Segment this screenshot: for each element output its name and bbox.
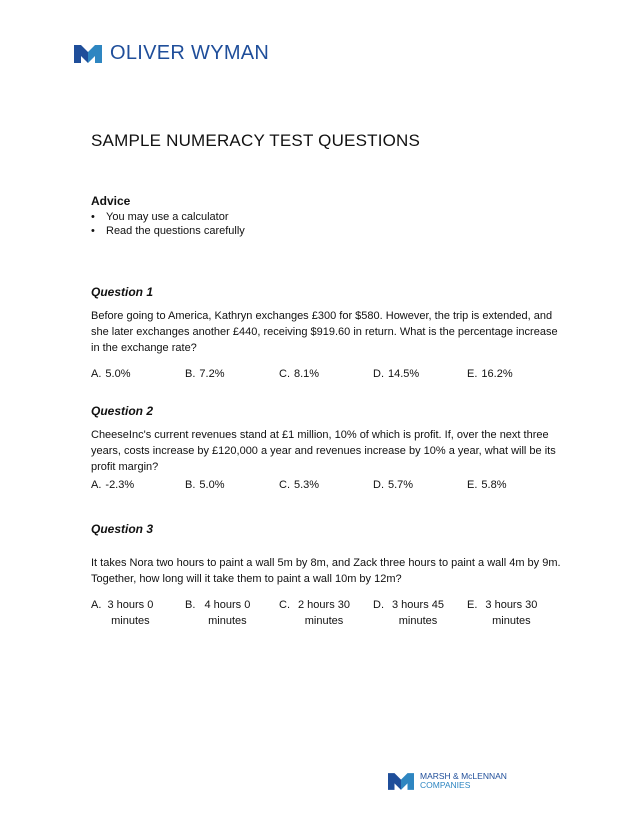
option-text: 5.0% — [105, 368, 131, 380]
option-text: 3 hours 30 minutes — [485, 599, 538, 627]
option-text: -2.3% — [105, 479, 135, 491]
option-letter: B. — [185, 599, 196, 611]
oliver-wyman-mark-icon — [74, 45, 102, 63]
option-letter: C. — [279, 368, 290, 380]
answer-option-e — [467, 366, 561, 382]
option-text: 8.1% — [294, 368, 320, 380]
footer-brand-line2: COMPANIES — [420, 780, 471, 790]
option-text: 16.2% — [481, 368, 513, 380]
answer-option-a — [91, 366, 185, 382]
footer-brand — [420, 772, 507, 790]
bullet-icon: • — [91, 225, 95, 237]
option-text: 3 hours 45 minutes — [392, 599, 444, 627]
advice-heading: Advice — [91, 194, 131, 208]
option-text: 5.7% — [388, 479, 414, 491]
option-letter: E. — [467, 368, 478, 380]
option-letter: C. — [279, 599, 290, 611]
answer-option-a — [91, 597, 185, 629]
answer-option-c — [279, 477, 373, 493]
option-text: 3 hours 0 minutes — [107, 599, 154, 627]
option-letter: B. — [185, 368, 196, 380]
answer-option-b — [185, 477, 279, 493]
advice-item — [91, 210, 245, 224]
answer-option-b — [185, 366, 279, 382]
document-title: SAMPLE NUMERACY TEST QUESTIONS — [91, 131, 421, 150]
answer-option-c — [279, 597, 373, 629]
question-3 — [91, 521, 561, 629]
answer-option-d — [373, 366, 467, 382]
answer-options — [91, 597, 561, 629]
option-letter: E. — [467, 479, 478, 491]
advice-item-text: You may use a calculator — [106, 211, 229, 223]
option-letter: B. — [185, 479, 196, 491]
option-text: 5.8% — [481, 479, 507, 491]
advice-item-text: Read the questions carefully — [106, 225, 245, 237]
advice-item — [91, 224, 245, 238]
option-text: 5.0% — [199, 479, 225, 491]
answer-option-d — [373, 477, 467, 493]
option-letter: D. — [373, 599, 384, 611]
question-1 — [91, 284, 561, 382]
option-letter: A. — [91, 368, 102, 380]
answer-option-e — [467, 477, 561, 493]
option-text: 2 hours 30 minutes — [298, 599, 350, 627]
option-letter: D. — [373, 368, 384, 380]
question-text: It takes Nora two hours to paint a wall 5m by 8m, and Zack three hours to paint a wall 4m by 9m. Together, how long will it take them to paint a wall 10m by 12m? — [91, 557, 561, 585]
question-text: CheeseInc's current revenues stand at £1 million, 10% of which is profit. If, over the next three years, costs increase by £120,000 a year and revenues increase by 10% a year, what will be its profit margin? — [91, 429, 556, 473]
option-text: 14.5% — [388, 368, 420, 380]
option-text: 5.3% — [294, 479, 320, 491]
question-text: Before going to America, Kathryn exchanges £300 for $580. However, the trip is extended, and she later exchanges another £440, receiving $919.60 in return. What is the percentage increase in the exchange rate? — [91, 310, 558, 354]
answer-option-c — [279, 366, 373, 382]
question-heading: Question 3 — [91, 522, 154, 536]
question-heading: Question 2 — [91, 404, 154, 418]
option-letter: A. — [91, 479, 102, 491]
answer-option-e — [467, 597, 561, 629]
answer-options — [91, 366, 561, 382]
answer-options — [91, 477, 561, 493]
answer-option-a — [91, 477, 185, 493]
option-text: 7.2% — [199, 368, 225, 380]
bullet-icon: • — [91, 211, 95, 223]
option-letter: D. — [373, 479, 384, 491]
option-text: 4 hours 0 minutes — [204, 599, 251, 627]
question-heading: Question 1 — [91, 285, 154, 299]
advice-section — [91, 194, 245, 238]
oliver-wyman-logo — [74, 42, 269, 65]
option-letter: C. — [279, 479, 290, 491]
marsh-mclennan-logo — [388, 772, 507, 790]
option-letter: E. — [467, 599, 478, 611]
answer-option-b — [185, 597, 279, 629]
brand-name: OLIVER WYMAN — [110, 42, 270, 64]
footer-brand-line1: MARSH & McLENNAN — [420, 771, 507, 781]
marsh-mclennan-mark-icon — [388, 773, 414, 790]
option-letter: A. — [91, 599, 102, 611]
answer-option-d — [373, 597, 467, 629]
question-2 — [91, 403, 561, 493]
